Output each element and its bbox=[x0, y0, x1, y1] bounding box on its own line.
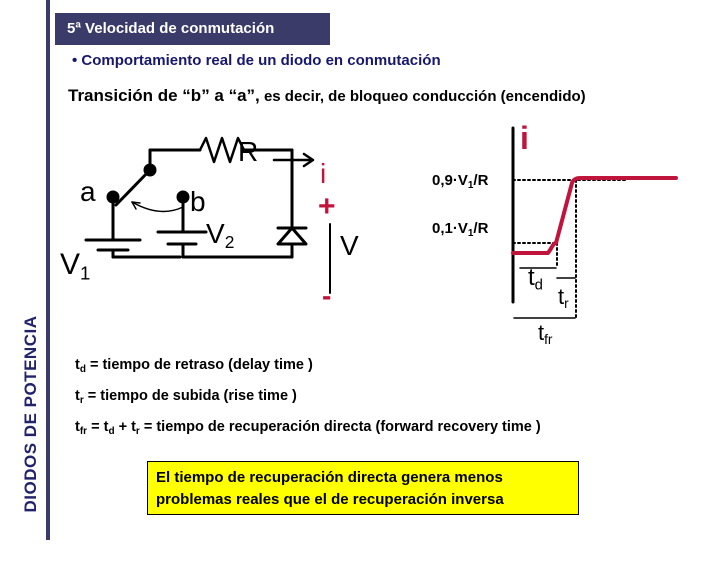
subtitle: • Comportamiento real de un diodo en conmutación bbox=[72, 52, 441, 69]
waveform-axis-label: i bbox=[520, 120, 529, 156]
definition-tfr: $t_{fr} = t_d + t_r$ = tiempo de recuperación directa (forward recovery time ) bbox=[75, 419, 541, 437]
td-label: $t_d$ bbox=[528, 264, 543, 294]
label-diode-voltage: V bbox=[340, 230, 359, 261]
current-curve bbox=[513, 178, 676, 253]
definitions-list bbox=[75, 352, 541, 445]
label-plus: + bbox=[318, 190, 336, 223]
transition-rest: es decir, de bloqueo conducción (encendido) bbox=[259, 88, 586, 105]
label-a: a bbox=[80, 176, 96, 207]
definition-tr: $t_r$ = tiempo de subida (rise time ) bbox=[75, 388, 297, 406]
level-01-label: $0,1\cdot V_1/R$ bbox=[432, 220, 489, 239]
definition-td: $t_d$ = tiempo de retraso (delay time ) bbox=[75, 357, 313, 375]
transition-main: Transición de “b” a “a”, bbox=[68, 86, 260, 105]
slide-header: 5ª Velocidad de conmutación bbox=[55, 13, 330, 45]
tr-label: $t_r$ bbox=[558, 284, 569, 312]
tfr-label: $t_{fr}$ bbox=[538, 320, 553, 348]
side-title: DIODOS DE POTENCIA bbox=[21, 315, 40, 513]
label-current: i bbox=[320, 158, 327, 189]
label-minus: - bbox=[322, 280, 332, 311]
label-resistor: R bbox=[238, 136, 259, 167]
label-v2: $V_2$ bbox=[206, 218, 235, 253]
level-09-label: $0,9\cdot V_1/R$ bbox=[432, 172, 489, 191]
highlight-note: El tiempo de recuperación directa genera menos problemas reales que el de recuperación inversa bbox=[147, 461, 579, 515]
label-b: b bbox=[190, 186, 206, 217]
label-v1: $V_1$ bbox=[60, 248, 91, 284]
